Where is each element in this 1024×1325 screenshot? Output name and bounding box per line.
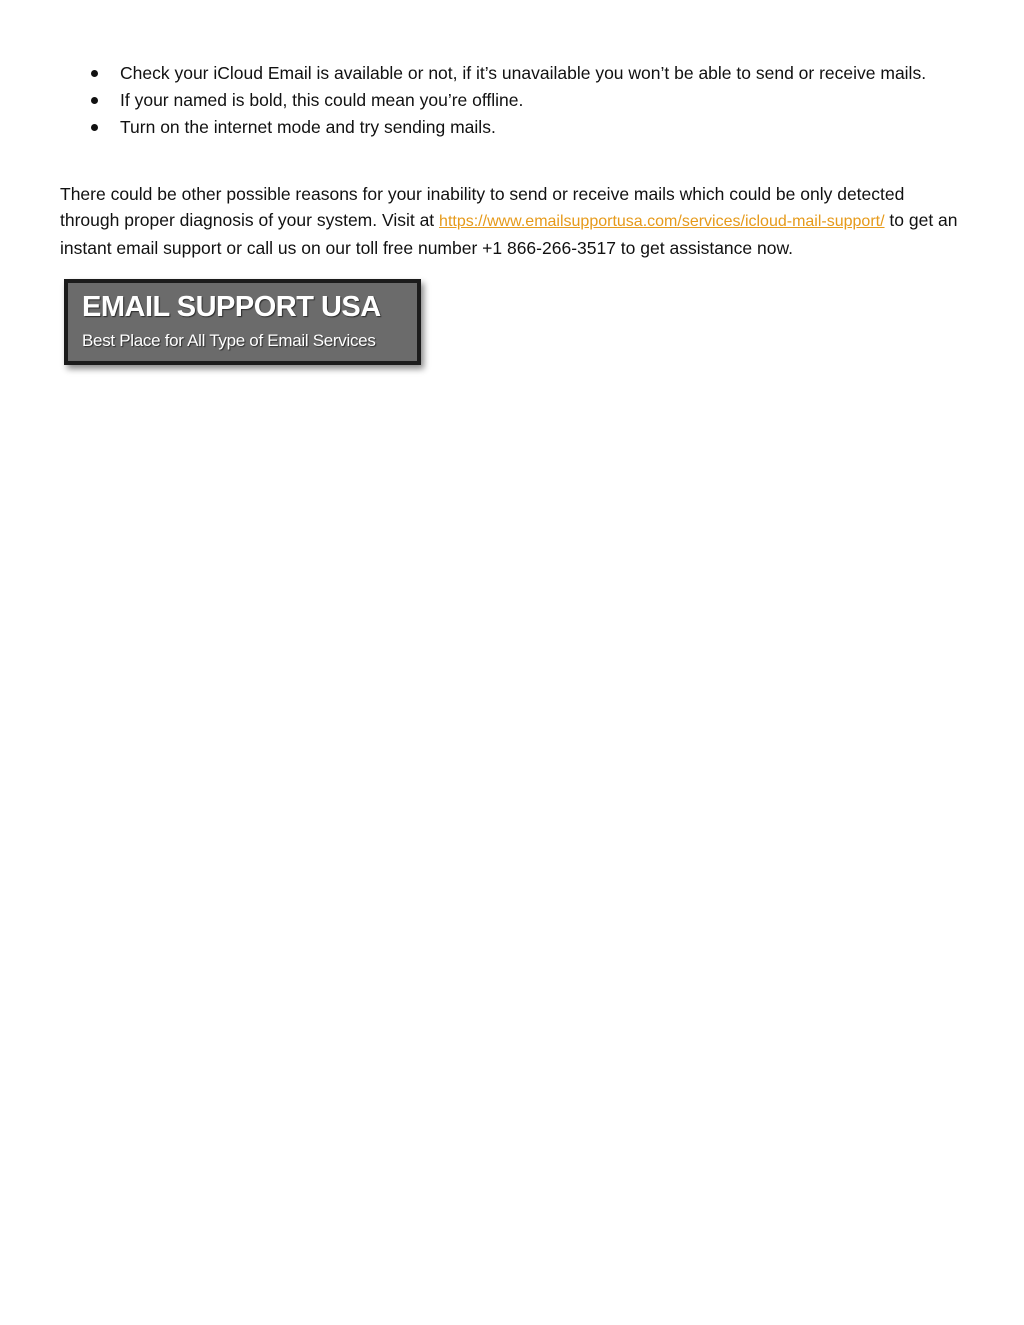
bullet-list — [60, 60, 960, 141]
bullet-item — [60, 60, 960, 87]
bullet-icon — [91, 97, 98, 104]
bullet-text: If your named is bold, this could mean you’re offline. — [120, 90, 524, 110]
body-paragraph — [60, 181, 960, 261]
paragraph-text-before-link: There could be other possible reasons for your inability to send or receive mails which could be only detected through proper diagnosis of your system. Visit at — [60, 184, 905, 230]
banner-subtitle: Best Place for All Type of Email Services — [82, 331, 376, 350]
support-link[interactable]: https://www.emailsupportusa.com/services/icloud-mail-support/ — [439, 213, 885, 230]
bullet-icon — [91, 124, 98, 131]
banner-title: EMAIL SUPPORT USA — [82, 291, 381, 323]
banner-panel — [68, 283, 417, 361]
bullet-text: Check your iCloud Email is available or not, if it’s unavailable you won’t be able to send or receive mails. — [120, 63, 927, 83]
bullet-item — [60, 87, 960, 114]
email-support-banner — [64, 279, 421, 365]
bullet-text: Turn on the internet mode and try sending mails. — [120, 117, 496, 137]
bullet-item — [60, 114, 960, 141]
bullet-icon — [91, 70, 98, 77]
paragraph-text-after-link: to get an instant email support or call us on our toll free number +1 866-266-3517 to get assistance now. — [60, 210, 958, 258]
